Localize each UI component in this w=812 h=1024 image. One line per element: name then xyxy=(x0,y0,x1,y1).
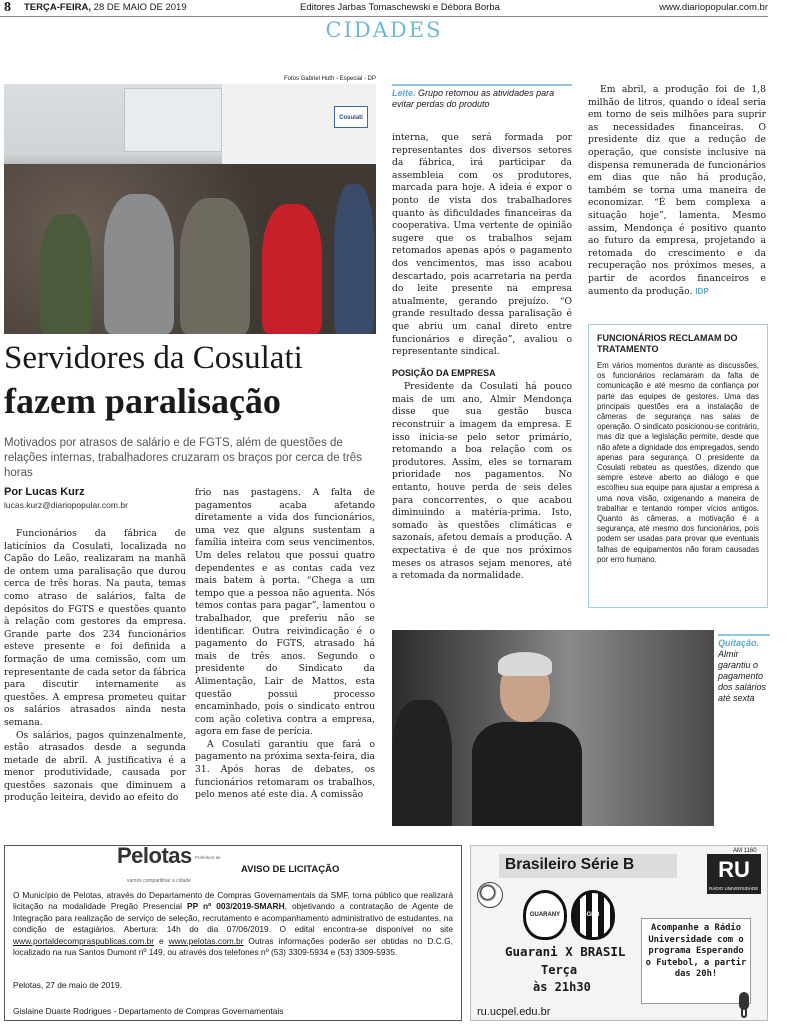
photo-person-blue xyxy=(334,184,374,334)
match-day: Terça xyxy=(541,963,578,977)
paragraph: A Cosulati garantiu que fará o pagamento na próxima sexta-feira, dia 31. Após horas de debates, os funcionários retomaram os trabalhos, pelo menos até este dia. A comissão xyxy=(195,738,375,801)
photo-hair xyxy=(498,652,552,676)
header-rule xyxy=(0,16,768,17)
site-url[interactable]: www.diariopopular.com.br xyxy=(659,2,768,13)
radio-url[interactable]: ru.ucpel.edu.br xyxy=(477,1006,551,1018)
ru-logo: RU xyxy=(707,854,761,894)
photo-caption-leite xyxy=(392,84,572,110)
ad-text: e xyxy=(154,935,169,946)
paragraph: frio nas pastagens. A falta de pagamentos acaba afetando diretamente a vida dos funcionários, uma vez que alguns sustentam a família inteira com seus vencimentos. Um deles relatou que possui quatro dependentes e as contas cada vez mais batem à porta. “Chega a um tempo que a pessoa não aguenta. Nós temos contas para pagar”, lamentou o trabalhador, que preferiu não se identificar. Outra reivindicação é o pagamento do FGTS, atrasado há mais de três anos. Segundo o presidente do Sindicato da Alimentação, Lair de Mattos, esta questão possui processo encaminhado, pois o sindicato entrou com ação coletiva contra a empresa, agora em fase de perícia. xyxy=(195,487,375,738)
subheadline: Motivados por atrasos de salário e de FGTS, além de questões de relações internas, trabalhadores cruzaram os braços por cerca de três horas xyxy=(4,437,362,479)
caption-text: Grupo retomou as atividades para evitar perdas do produto xyxy=(392,88,555,109)
weekday: TERÇA-FEIRA, xyxy=(24,2,92,13)
ad-licitacao xyxy=(4,845,462,1021)
sidebar-title: FUNCIONÁRIOS RECLAMAM DO TRATAMENTO xyxy=(597,333,738,354)
ad-text: , objetivando a contratação de Agente de Integração para realização de serviço de seleção, recrutamento e acompanhamento administrativo de estudantes, na condição de estagiários. Abertura: 14h do dia 07/06/2019. O edital encontra-se disponível no site xyxy=(13,901,453,935)
radio-promo: Acompanhe a Rádio Universidade com o programa Esperando o Futebol, a partir das 20h! xyxy=(641,918,751,1004)
photo-credit: Fotos Gabriel Huth - Especial - DP xyxy=(283,76,376,82)
page-number: 8 xyxy=(4,0,11,15)
paragraph: Presidente da Cosulati há pouco mais de um ano, Almir Mendonça disse que sua gestão busca reconstruir a imagem da empresa. E isso inicia-se pelo setor primário, retomando a boa relação com os produtores. Assim, eles se tornaram prioridade nos pagamentos. No entanto, houve perda de seis deles para concorrentes, o que acabou diminuindo a matéria-prima. Isto, somado às questões climáticas e sazonais, afetou demais a produção. A expectativa é de que nos próximos meses os atrasos sejam menores, até a retomada da normalidade. xyxy=(392,381,572,582)
article-column-2 xyxy=(195,487,375,802)
ad-radio-title: Brasileiro Série B xyxy=(505,856,635,873)
ad-place-date: Pelotas, 27 de maio de 2019. xyxy=(13,980,122,990)
pelotas-logo-small: Prefeitura de xyxy=(195,855,221,860)
cosulati-sign: Cosulati xyxy=(334,106,368,128)
byline: Por Lucas Kurz xyxy=(4,486,85,498)
paragraph xyxy=(588,84,766,298)
headline-line-2: fazem paralisação xyxy=(4,381,281,421)
ad-link-pelotas[interactable]: www.pelotas.com.br xyxy=(168,935,244,946)
president-photo xyxy=(392,630,714,826)
headline-line-1: Servidores da Cosulati xyxy=(4,340,303,376)
article-column-4 xyxy=(588,84,766,298)
guarani-crest-icon: GUARANY xyxy=(523,890,567,940)
photo-jacket xyxy=(472,722,582,826)
subsection-title: POSIÇÃO DA EMPRESA xyxy=(392,367,496,378)
photo-foreground-blur xyxy=(392,700,452,826)
ad-title: AVISO DE LICITAÇÃO xyxy=(241,864,340,875)
editors: Editores Jarbas Tomaschewski e Débora Borba xyxy=(300,2,500,13)
ad-link-portal[interactable]: www.portaldecompraspublicas.com.br xyxy=(13,935,155,946)
date: 28 DE MAIO DE 2019 xyxy=(93,2,187,13)
ad-text: Outras informações poderão ser obtidas no D.C.G, localizado na rua Santos Dumont nº 149, ou através dos telefones nº (53) 3309-5934 e (53) 3309-5935. xyxy=(13,935,454,958)
photo-caption-quitacao xyxy=(718,634,770,704)
section-title: CIDADES xyxy=(325,18,443,42)
article-column-1 xyxy=(4,528,186,805)
crowd-photo xyxy=(4,84,376,334)
ad-text: O Município de Pelotas, através do Departamento de Compras Governamentais da SMF, torna público que realizará licitação na modalidade Pregão Presencial xyxy=(13,890,453,912)
match-teams: Guarani X BRASIL xyxy=(505,944,626,959)
photo-person-red xyxy=(262,204,322,334)
ad-signer: Gislaine Duarte Rodrigues - Departamento de Compras Governamentais xyxy=(13,1006,284,1016)
brasil-crest-icon: GEB xyxy=(571,890,615,940)
paragraph-text: Em abril, a produção foi de 1,8 milhão de litros, quando o ideal seria em torno de seis milhões para suprir as necessidades financeiras. O presidente diz que a redução de operação, que consiste inclusive na dispensa remunerada de funcionários em dias que não há produção, também se torna uma maneira de economizar. “É bem complexa a situação hoje”, lamenta. Mesmo assim, Mendonça é positivo quanto ao futuro da empresa, projetando a retomada do crescimento e da recuperação nos próximos meses, a partir de acordos financeiros e aumento da produção. xyxy=(588,84,766,297)
signoff: IDP xyxy=(695,286,709,296)
caption-lead: Leite. xyxy=(392,88,416,98)
microphone-stand-icon xyxy=(741,1008,747,1018)
pelotas-tagline: vamos compartilhar a cidade xyxy=(127,878,191,884)
sidebar-text: Em vários momentos durante as discussões, os funcionários reclamaram da falta de comunicação e até mesmo da confiança por parte das equipes de gestores. Uma das principais questões era a instalação de câmeras de segurança nas salas de operação. O sindicato posicionou-se contrário, mas diz que a legislação permite, desde que não afete a dignidade dos empregados, sendo apenas para segurança. O presidente da Cosulati rebateu as questões, dizendo que sempre esteve aberto ao diálogo e que escolheu sua equipe para ajustar a empresa a uma nova visão, oxigenando a maneira de trabalhar e tentando romper vícios antigos. Quanto às câmeras, a motivação é a segurança, até mesmo dos funcionários, pois podem ser usadas para provar que eventuais falhas de equipamentos não foram causadas por erro humano. xyxy=(597,361,759,564)
photo-person-striped xyxy=(180,198,250,334)
ad-radio xyxy=(470,845,768,1021)
ru-tagline: RÁDIO UNIVERSIDADE xyxy=(709,886,759,891)
match-hour: às 21h30 xyxy=(533,980,591,994)
article-column-3 xyxy=(392,132,572,583)
photo-person-green xyxy=(40,214,92,334)
ad-body xyxy=(13,890,453,958)
am-frequency: AM 1160 xyxy=(733,848,757,854)
photo-building xyxy=(124,88,222,152)
ad-process-number: PP nº 003/2019-SMARH xyxy=(187,901,285,912)
paragraph: Funcionários da fábrica de laticínios da Cosulati, localizada no Capão do Leão, realizaram na manhã de ontem uma paralisação que durou cerca de três horas. Na pauta, temas como atraso de salários, falta de depósitos do FGTS e questões quanto à relação com gestores da empresa. Grande parte dos 234 funcionários esteve presente e foi definida a formação de uma comissão, com um representante de cada setor da fábrica para discutir internamente as questões. A empresa prometeu quitar os salários atrasados ainda nesta semana. xyxy=(4,528,186,728)
paragraph: Os salários, pagos quinzenalmente, estão atrasados desde a segunda metade de abril. A justificativa é a menor produtividade, causada por questões sazonais que diminuem a produção leiteira, devido ao efeito do xyxy=(4,729,186,804)
caption-lead: Quitação. xyxy=(718,638,760,648)
paragraph: interna, que será formada por representantes dos diversos setores da fábrica, irá participar da assembleia com os produtores, marcada para hoje. A ideia é expor o ponto de vista dos trabalhadores quanto às dificuldades financeiras da cooperativa. Uma vertente de opinião sugere que os trabalhos sejam retomados apenas após o pagamento dos vencimentos, mas isso acabou descartado, pois acarretaria na perda do leite presente na empresa atualmente, gerando prejuízo. “O grande resultado dessa paralisação é que abriu um canal direto entre funcionários e direção”, avaliou o representante sindical. xyxy=(392,132,572,358)
page-header xyxy=(0,0,812,16)
sidebar-box xyxy=(588,324,768,608)
photo-person-grey xyxy=(104,194,174,334)
edition-date xyxy=(24,2,187,13)
pelotas-logo: Pelotas xyxy=(117,843,192,868)
photo-crowd xyxy=(4,164,376,334)
caption-text: Almir garantiu o pagamento dos salários até sexta xyxy=(718,649,767,703)
author-email[interactable]: lucas.kurz@diariopopular.com.br xyxy=(4,500,128,510)
soccer-ball-icon xyxy=(477,882,503,908)
